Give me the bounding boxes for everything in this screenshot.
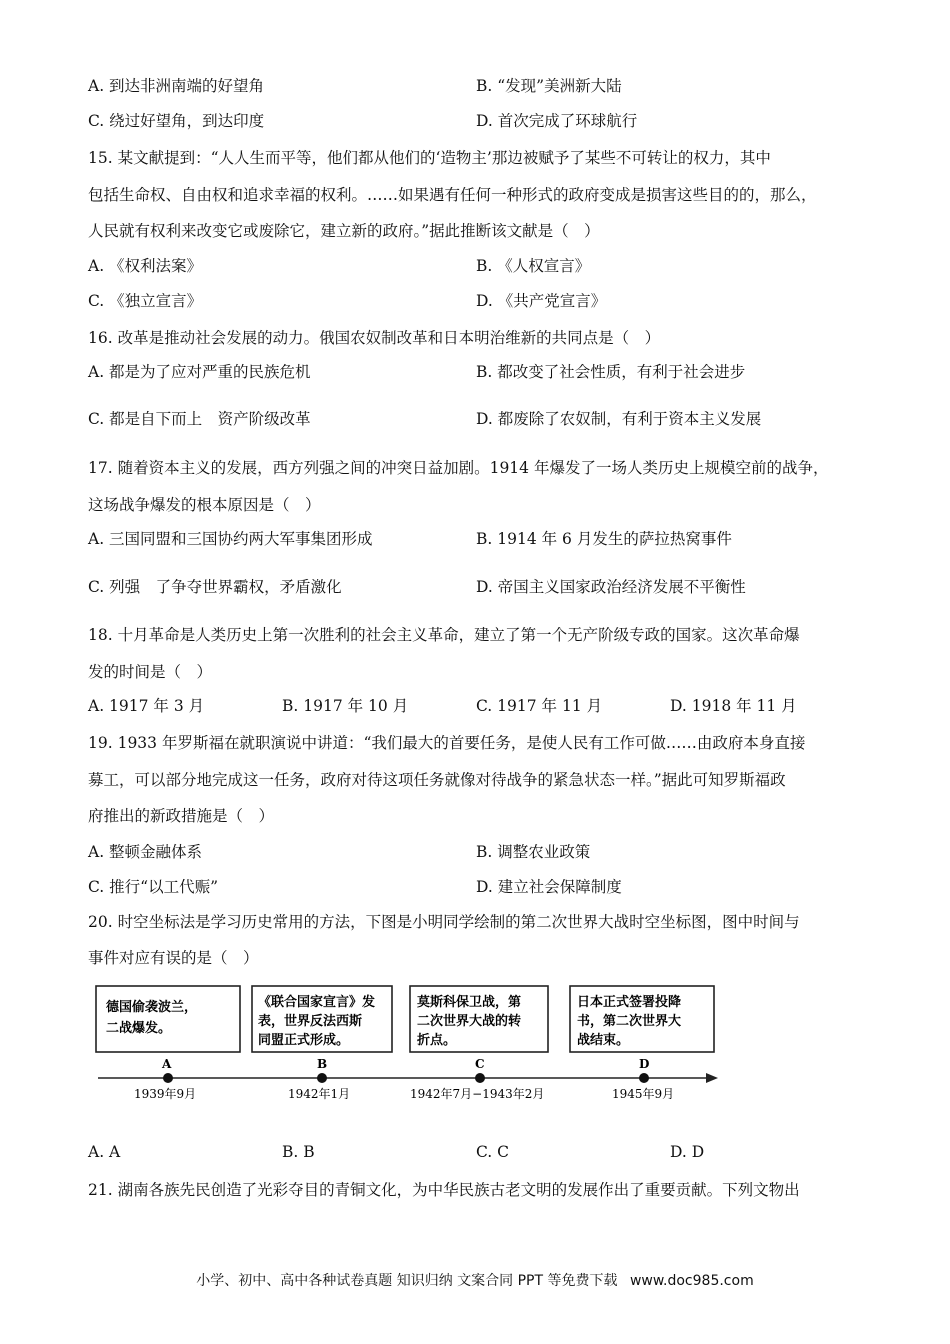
event-box-c	[410, 986, 548, 1052]
q16-option-a: A. 都是为了应对严重的民族危机	[88, 363, 311, 381]
point-b	[317, 1073, 327, 1083]
q18-option-d: D. 1918 年 11 月	[670, 697, 797, 715]
q18-option-a: A. 1917 年 3 月	[88, 697, 205, 715]
q18-option-c: C. 1917 年 11 月	[476, 697, 603, 715]
event-d-text-line1: 日本正式签署投降	[577, 995, 682, 1010]
point-d	[639, 1073, 649, 1083]
q14-option-c: C. 绕过好望角，到达印度	[88, 112, 265, 130]
q19-option-d: D. 建立社会保障制度	[476, 878, 622, 896]
event-c-text-line3: 折点。	[417, 1033, 457, 1048]
event-box-b	[252, 986, 392, 1052]
q17-option-c: C. 列强 了争夺世界霸权，矛盾激化	[88, 578, 342, 596]
q16-option-b: B. 都改变了社会性质，有利于社会进步	[476, 363, 746, 381]
q16-option-c: C. 都是自下而上 资产阶级改革	[88, 410, 311, 428]
q18-option-b: B. 1917 年 10 月	[282, 697, 409, 715]
point-c-date: 1942年7月−1943年2月	[410, 1087, 545, 1101]
footer-text: 小学、初中、高中各种试卷真题 知识归纳 文案合同 PPT 等免费下载	[196, 1273, 618, 1289]
q21-stem-line1: 21. 湖南各族先民创造了光彩夺目的青铜文化，为中华民族古老文明的发展作出了重要贡献。下列文物出	[88, 1181, 800, 1199]
event-c-text-line1: 莫斯科保卫战，第	[417, 995, 522, 1010]
q15-option-a: A. 《权利法案》	[88, 257, 203, 275]
q20-option-a: A. A	[88, 1143, 121, 1161]
q20-option-d: D. D	[670, 1143, 705, 1161]
point-a-letter: A	[162, 1057, 172, 1071]
q15-option-c: C. 《独立宣言》	[88, 292, 203, 310]
point-a-date: 1939年9月	[134, 1087, 197, 1101]
q19-option-c: C. 推行“以工代赈”	[88, 878, 219, 896]
page-footer	[0, 1270, 950, 1290]
point-c-letter: C	[475, 1057, 485, 1071]
q19-option-b: B. 调整农业政策	[476, 843, 591, 861]
timeline-arrow	[706, 1073, 718, 1083]
event-b-text-line2: 表，世界反法西斯	[258, 1014, 363, 1029]
q17-stem-line2: 这场战争爆发的根本原因是（ ）	[88, 496, 321, 514]
event-a-text-line2: 二战爆发。	[106, 1021, 172, 1036]
q17-stem-line1: 17. 随着资本主义的发展，西方列强之间的冲突日益加剧。1914 年爆发了一场人类历史上规模空前的战争，	[88, 459, 829, 477]
event-box-d	[570, 986, 714, 1052]
q19-stem-line2: 募工，可以部分地完成这一任务，政府对待这项任务就像对待战争的紧急状态一样。”据此可知罗斯福政	[88, 771, 786, 789]
q19-stem-line1: 19. 1933 年罗斯福在就职演说中讲道：“我们最大的首要任务，是使人民有工作可做……由政府本身直接	[88, 734, 806, 752]
q20-option-c: C. C	[476, 1143, 510, 1161]
point-a	[163, 1073, 173, 1083]
q19-stem-line3: 府推出的新政措施是（ ）	[88, 807, 275, 825]
event-b-text-line1: 《联合国家宣言》发	[258, 995, 376, 1010]
q15-option-b: B. 《人权宣言》	[476, 257, 591, 275]
q20-option-b: B. B	[282, 1143, 315, 1161]
q17-option-d: D. 帝国主义国家政治经济发展不平衡性	[476, 578, 746, 596]
footer-site-link[interactable]: www.doc985.com	[629, 1273, 754, 1289]
q16-stem-line1: 16. 改革是推动社会发展的动力。俄国农奴制改革和日本明治维新的共同点是（ ）	[88, 329, 661, 347]
q20-stem-line2: 事件对应有误的是（ ）	[88, 949, 259, 967]
ww2-timeline-diagram	[90, 982, 730, 1112]
event-b-text-line3: 同盟正式形成。	[258, 1033, 350, 1048]
point-b-letter: B	[317, 1057, 328, 1071]
event-d-text-line3: 战结束。	[577, 1033, 630, 1048]
q14-option-d: D. 首次完成了环球航行	[476, 112, 638, 130]
q17-option-a: A. 三国同盟和三国协约两大军事集团形成	[88, 530, 373, 548]
q15-stem-line2: 包括生命权、自由权和追求幸福的权利。……如果遇有任何一种形式的政府变成是损害这些目的的，那么，	[88, 186, 817, 204]
q18-stem-line2: 发的时间是（ ）	[88, 663, 213, 681]
q19-option-a: A. 整顿金融体系	[88, 843, 203, 861]
event-d-text-line2: 书，第二次世界大	[577, 1014, 682, 1029]
q15-stem-line3: 人民就有权利来改变它或废除它，建立新的政府。”据此推断该文献是（ ）	[88, 222, 600, 240]
point-b-date: 1942年1月	[288, 1087, 351, 1101]
q15-option-d: D. 《共产党宣言》	[476, 292, 607, 310]
point-d-date: 1945年9月	[612, 1087, 675, 1101]
event-box-a	[96, 986, 240, 1052]
q17-option-b: B. 1914 年 6 月发生的萨拉热窝事件	[476, 530, 732, 548]
point-d-letter: D	[639, 1057, 650, 1071]
q14-option-a: A. 到达非洲南端的好望角	[88, 77, 265, 95]
q18-stem-line1: 18. 十月革命是人类历史上第一次胜利的社会主义革命，建立了第一个无产阶级专政的国家。这次革命爆	[88, 626, 800, 644]
q15-stem-line1: 15. 某文献提到：“人人生而平等，他们都从他们的‘造物主’那边被赋予了某些不可转让的权力，其中	[88, 149, 771, 167]
q16-option-d: D. 都废除了农奴制，有利于资本主义发展	[476, 410, 762, 428]
q14-option-b: B. “发现”美洲新大陆	[476, 77, 622, 95]
event-a-text-line1: 德国偷袭波兰，	[106, 1000, 198, 1015]
q20-stem-line1: 20. 时空坐标法是学习历史常用的方法，下图是小明同学绘制的第二次世界大战时空坐标图，图中时间与	[88, 913, 800, 931]
point-c	[475, 1073, 485, 1083]
event-c-text-line2: 二次世界大战的转	[417, 1014, 522, 1029]
